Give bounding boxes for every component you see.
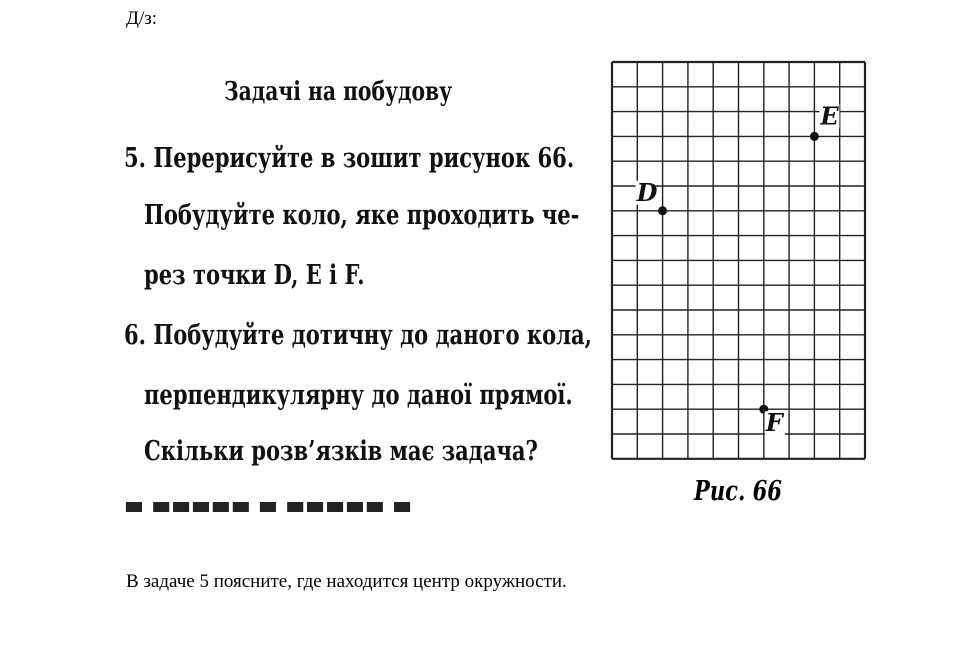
cropped-next-task: ▬ ▬▬▬▬▬ ▬ ▬▬▬▬▬ ▬ (124, 490, 413, 521)
homework-label: Д/з: (126, 8, 158, 29)
point-d (658, 206, 667, 215)
section-title: Задачі на побудову (224, 77, 453, 107)
grid-figure (608, 58, 872, 478)
homework-question: В задаче 5 поясните, где находится центр окружности. (126, 571, 567, 592)
task-5-line-3: рез точки D, E і F. (144, 260, 365, 291)
point-label-f: F (765, 408, 783, 438)
textbook-scan (118, 52, 878, 521)
task-5-line-2: Побудуйте коло, яке проходить че- (144, 200, 580, 231)
point-label-d: D (636, 177, 658, 207)
task-6-line-3: Скільки розв’язків має задача? (144, 436, 538, 467)
task-6-line-2: перпендикулярну до даної прямої. (144, 380, 573, 411)
point-e (810, 132, 819, 141)
point-label-e: E (820, 101, 839, 131)
task-5-line-1: 5. Перерисуйте в зошит рисунок 66. (124, 143, 575, 174)
task-6-line-1: 6. Побудуйте дотичну до даного кола, (124, 320, 593, 351)
figure-66 (608, 58, 872, 507)
figure-caption: Рис. 66 (694, 476, 782, 507)
